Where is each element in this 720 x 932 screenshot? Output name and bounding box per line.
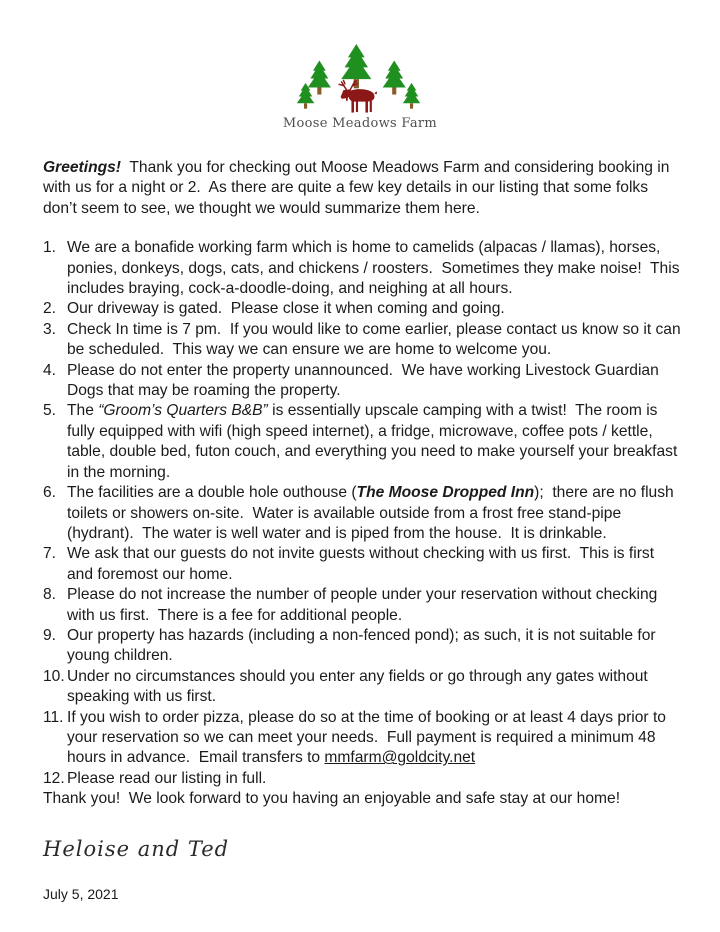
list-item-number: 10. [43, 667, 65, 685]
text-segment: Our driveway is gated. Please close it when coming and going. [67, 300, 505, 318]
list-item [43, 361, 683, 402]
list-item [43, 708, 683, 769]
date: July 5, 2021 [43, 885, 119, 902]
list-item [43, 483, 683, 544]
list-item-text [67, 627, 660, 664]
email-link[interactable]: mmfarm@goldcity.net [324, 749, 476, 767]
list-item-number: 6. [43, 484, 57, 502]
moose-trees-logo-graphic [291, 44, 429, 114]
list-item-text [67, 300, 505, 317]
list-item-text [67, 402, 682, 480]
text-segment: The Moose Dropped Inn [356, 484, 535, 502]
text-segment: Please read our listing in full. [67, 769, 267, 787]
text-segment: Under no circumstances should you enter any fields or go through any gates without speaking with us first. [67, 667, 653, 706]
list-item [43, 626, 683, 667]
list-item-number: 9. [43, 626, 57, 644]
list-item-number: 2. [43, 300, 57, 318]
text-segment: ); there are no flush toilets or showers on-site. Water is available outside from a frost free stand-pipe (hydrant). The water is well water and is piped from the house. It is drinkable. [67, 484, 679, 542]
list-item-text [67, 586, 662, 623]
list-item-text [67, 321, 685, 358]
list-item-number: 8. [43, 586, 57, 604]
list-item-text [67, 770, 266, 787]
list-item-text [67, 484, 678, 542]
list-item-number: 7. [43, 545, 57, 563]
list-item [43, 238, 683, 299]
text-segment: Our property has hazards (including a non-fenced pond); as such, it is not suitable for young children. [67, 626, 660, 665]
text-segment: Greetings! [43, 159, 121, 176]
text-segment: We are a bonafide working farm which is home to camelids (alpacas / llamas), horses, ponies, donkeys, dogs, cats, and chickens / roosters. Sometimes they make noise! This includes braying, cock-a-doodle-doing, and neighing at all hours. [67, 239, 684, 298]
text-segment: The [67, 402, 99, 420]
list-item [43, 585, 683, 626]
farm-logo [0, 0, 720, 132]
list-item-number: 3. [43, 320, 57, 338]
list-item-number: 4. [43, 361, 57, 379]
list-item [43, 667, 683, 708]
farm-name-label: Moose Meadows Farm [282, 116, 438, 131]
text-segment: is essentially upscale camping with a twist! The room is fully equipped with wifi (high speed internet), a fridge, microwave, coffee pots / kettle, table, double bed, futon couch, and everything you need to make yourself your breakfast in the morning. [67, 402, 682, 481]
list-item-number: 1. [43, 239, 57, 257]
numbered-list [43, 238, 683, 789]
pine-tree-icon [308, 61, 331, 95]
list-item-number: 5. [43, 402, 57, 420]
greeting-paragraph [43, 158, 683, 219]
list-item [43, 299, 683, 319]
list-item-text [67, 668, 652, 705]
closing-line: Thank you! We look forward to you having an enjoyable and safe stay at our home! [43, 790, 621, 808]
list-item-text [67, 362, 663, 399]
list-item-number: 12. [43, 769, 65, 787]
text-segment: Please do not enter the property unannounced. We have working Livestock Guardian Dogs that may be roaming the property. [67, 361, 664, 400]
list-item-text [67, 239, 684, 297]
text-segment: Thank you for checking out Moose Meadows Farm and considering booking in with us for a night or 2. As there are quite a few key details in our listing that some folks don’t seem to see, we thought we would summarize them here. [43, 159, 674, 217]
list-item-text [67, 545, 658, 582]
text-segment: “Groom’s Quarters B&B” [98, 402, 268, 420]
pine-tree-icon [383, 61, 406, 95]
text-segment: We ask that our guests do not invite guests without checking with us first. This is first and foremost our home. [67, 545, 659, 583]
list-item [43, 769, 683, 789]
list-item-text [67, 709, 670, 767]
pine-tree-icon [403, 83, 421, 109]
list-item [43, 401, 683, 483]
letter-body [0, 158, 720, 903]
text-segment: Check In time is 7 pm. If you would like to come earlier, please contact us know so it can be scheduled. This way we can ensure we are home to welcome you. [67, 320, 685, 359]
list-item [43, 544, 683, 585]
text-segment: The facilities are a double hole outhouse ( [67, 484, 357, 502]
list-item [43, 320, 683, 361]
list-item-number: 11. [43, 708, 64, 726]
text-segment: If you wish to order pizza, please do so at the time of booking or at least 4 days prior to your reservation so we can meet your needs. Full payment is required a minimum 48 hours in advance. Email transfers to [67, 708, 671, 767]
text-segment: Please do not increase the number of people under your reservation without checking with us first. There is a fee for additional people. [67, 586, 662, 624]
signature: Heloise and Ted [43, 836, 230, 861]
